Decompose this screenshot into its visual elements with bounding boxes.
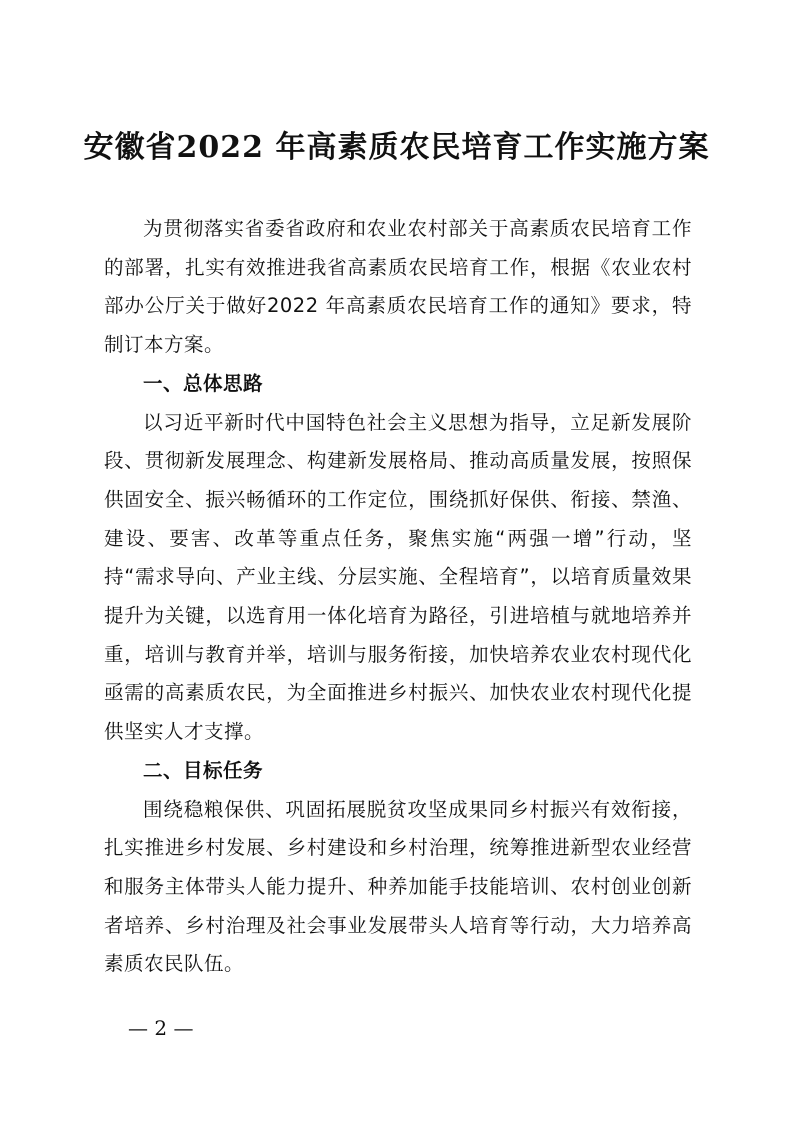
section-heading-overall-approach: 一、总体思路 xyxy=(143,371,264,395)
section-heading-goals-tasks: 二、目标任务 xyxy=(143,758,264,782)
document-body xyxy=(104,210,692,984)
page-number: — 2 — xyxy=(128,1016,194,1040)
intro-paragraph: 为贯彻落实省委省政府和农业农村部关于高素质农民培育工作的部署，扎实有效推进我省高素质农民培育工作，根据《农业农村部办公厅关于做好2022 年高素质农民培育工作的通知》要求，特制订本方案。 xyxy=(104,217,692,357)
section-paragraph-overall-approach: 以习近平新时代中国特色社会主义思想为指导，立足新发展阶段、贯彻新发展理念、构建新发展格局、推动高质量发展，按照保供固安全、振兴畅循环的工作定位，围绕抓好保供、衔接、禁渔、建设、要害、改革等重点任务，聚焦实施“两强一增”行动，坚持“需求导向、产业主线、分层实施、全程培育”，以培育质量效果提升为关键，以选育用一体化培育为路径，引进培植与就地培养并重，培训与教育并举，培训与服务衔接，加快培养农业农村现代化亟需的高素质农民，为全面推进乡村振兴、加快农业农村现代化提供坚实人才支撑。 xyxy=(104,410,692,744)
document-title: 安徽省2022 年高素质农民培育工作实施方案 xyxy=(83,130,710,165)
section-paragraph-goals-tasks: 围绕稳粮保供、巩固拓展脱贫攻坚成果同乡村振兴有效衔接，扎实推进乡村发展、乡村建设和乡村治理，统筹推进新型农业经营和服务主体带头人能力提升、种养加能手技能培训、农村创业创新者培养、乡村治理及社会事业发展带头人培育等行动，大力培养高素质农民队伍。 xyxy=(104,797,692,976)
